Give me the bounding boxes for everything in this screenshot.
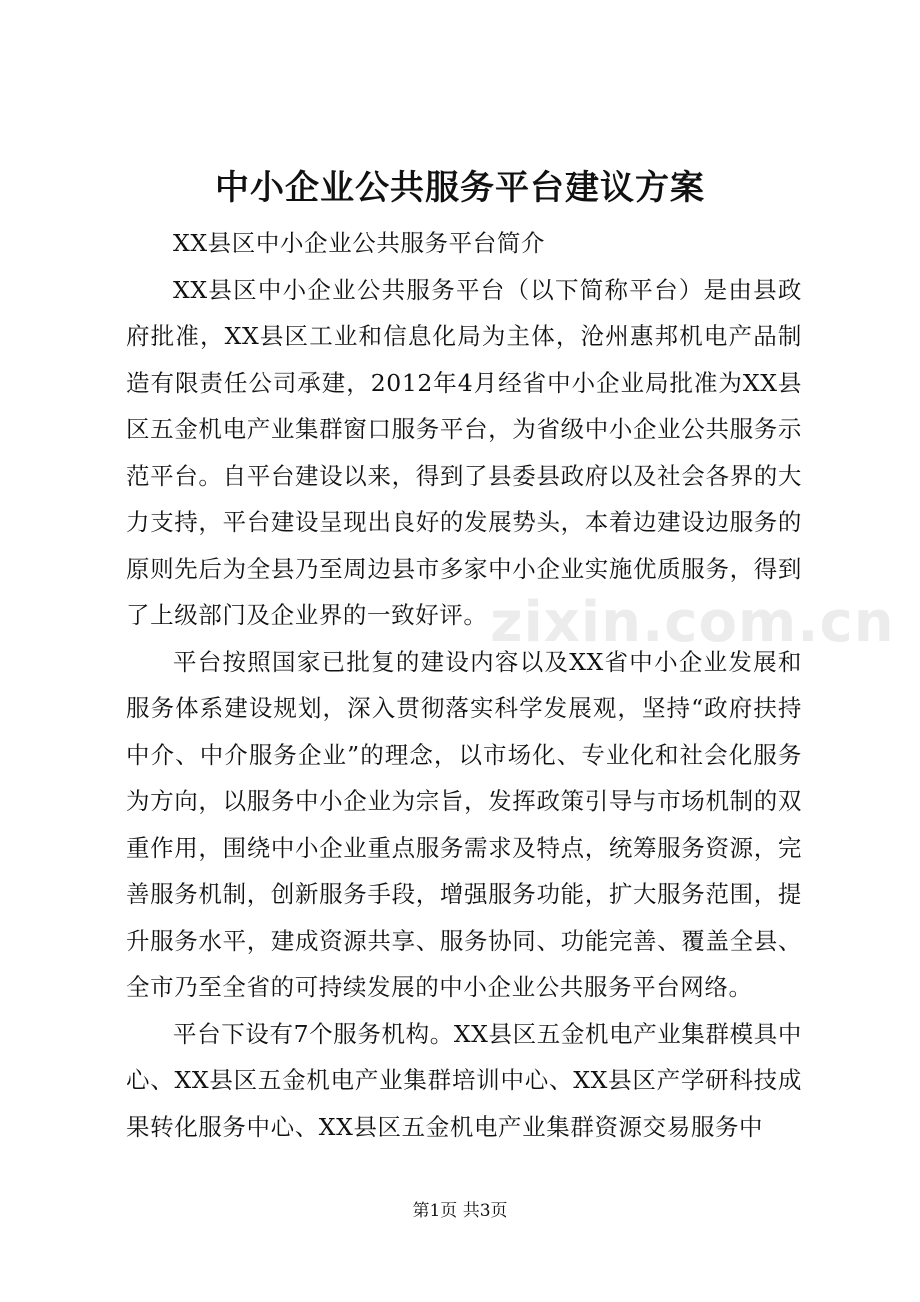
watermark-text: zixin.com.cn [490, 590, 895, 655]
paragraph-subtitle: XX县区中小企业公共服务平台简介 [173, 229, 546, 257]
document-body [126, 220, 802, 1150]
paragraph-organizations: 平台下设有7个服务机构。XX县区五金机电产业集群模具中心、XX县区五金机电产业集群培训中心、XX县区产学研科技成果转化服务中心、XX县区五金机电产业集群资源交易服务中 [126, 1019, 802, 1141]
document-title: 中小企业公共服务平台建议方案 [215, 168, 705, 208]
paragraph-principles: 平台按照国家已批复的建设内容以及XX省中小企业发展和服务体系建设规划，深入贯彻落实科学发展观，坚持“政府扶持中介、中介服务企业”的理念，以市场化、专业化和社会化服务为方向，以服务中小企业为宗旨，发挥政策引导与市场机制的双重作用，围绕中小企业重点服务需求及特点，统筹服务资源，完善服务机制，创新服务手段，增强服务功能，扩大服务范围，提升服务水平，建成资源共享、服务协同、功能完善、覆盖全县、全市乃至全省的可持续发展的中小企业公共服务平台网络。 [126, 647, 802, 1001]
page-footer: 第1页 共3页 [412, 1201, 508, 1221]
paragraph-intro: XX县区中小企业公共服务平台（以下简称平台）是由县政府批准，XX县区工业和信息化局为主体，沧州惠邦机电产品制造有限责任公司承建，2012年4月经省中小企业局批准为XX县区五金机电产业集群窗口服务平台，为省级中小企业公共服务示范平台。自平台建设以来，得到了县委县政府以及社会各界的大力支持，平台建设呈现出良好的发展势头，本着边建设边服务的原则先后为全县乃至周边县市多家中小企业实施优质服务，得到了上级部门及企业界的一致好评。 [126, 275, 802, 629]
